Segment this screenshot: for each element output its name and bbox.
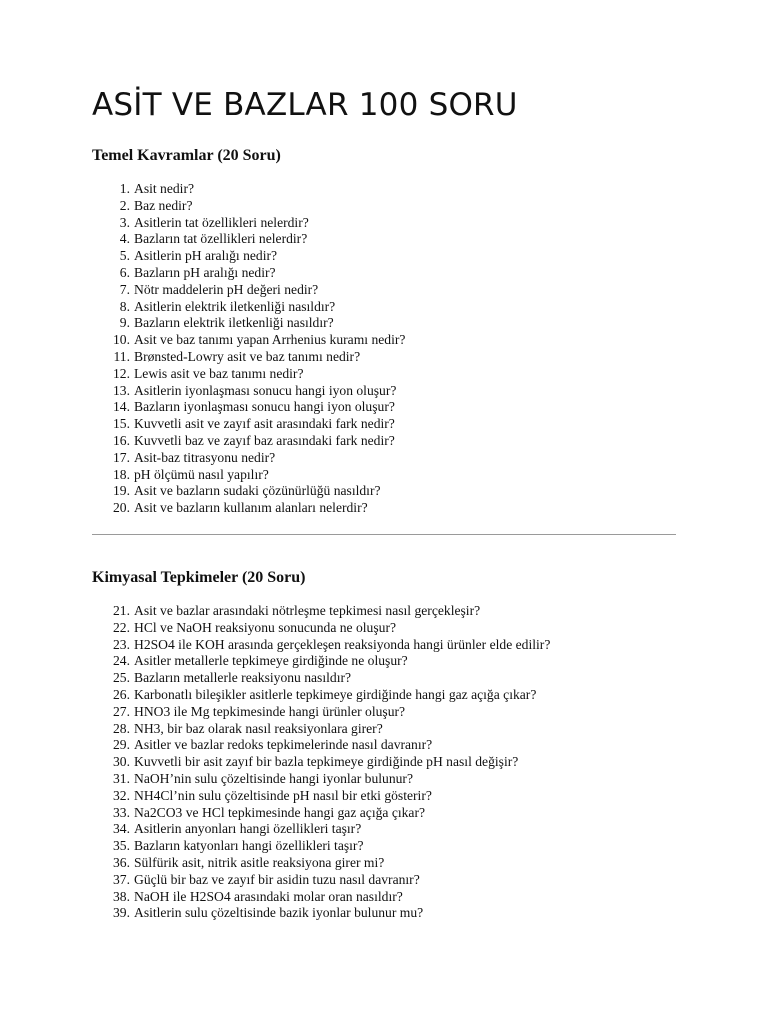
question-number: 27. — [113, 703, 130, 719]
question-number: 13. — [113, 382, 130, 398]
question-text: Karbonatlı bileşikler asitlerle tepkimeye girdiğinde hangi gaz açığa çıkar? — [134, 686, 537, 702]
question-text: Asitlerin iyonlaşması sonucu hangi iyon oluşur? — [134, 382, 397, 398]
question-number: 32. — [113, 787, 130, 803]
question-number: 30. — [113, 754, 130, 770]
section-heading-kimyasal-tepkimeler: Kimyasal Tepkimeler (20 Soru) — [92, 569, 306, 586]
question-text: Asitlerin pH aralığı nedir? — [134, 248, 278, 264]
question-text: Baz nedir? — [134, 197, 193, 213]
question-item — [92, 265, 405, 282]
question-item — [92, 450, 405, 467]
question-item — [92, 721, 550, 738]
question-item — [92, 788, 550, 805]
question-text: Asitlerin anyonları hangi özellikleri taşır? — [134, 821, 362, 837]
document-title: ASİT VE BAZLAR 100 SORU — [92, 87, 518, 123]
question-text: Asit-baz titrasyonu nedir? — [134, 449, 276, 465]
question-number: 24. — [113, 653, 130, 669]
question-text: Asitler metallerle tepkimeye girdiğinde ne oluşur? — [134, 653, 408, 669]
question-number: 36. — [113, 854, 130, 870]
question-text: Brønsted-Lowry asit ve baz tanımı nedir? — [134, 348, 361, 364]
question-number: 23. — [113, 636, 130, 652]
question-number: 6. — [119, 264, 130, 280]
question-number: 11. — [113, 348, 130, 364]
question-item — [92, 315, 405, 332]
question-text: Kuvvetli bir asit zayıf bir bazla tepkimeye girdiğinde pH nasıl değişir? — [134, 754, 519, 770]
question-item — [92, 754, 550, 771]
question-number: 34. — [113, 821, 130, 837]
question-number: 9. — [119, 315, 130, 331]
question-number: 20. — [113, 500, 130, 516]
question-item — [92, 433, 405, 450]
question-number: 37. — [113, 871, 130, 887]
question-number: 19. — [113, 483, 130, 499]
question-number: 22. — [113, 619, 130, 635]
question-text: Güçlü bir baz ve zayıf bir asidin tuzu nasıl davranır? — [134, 871, 420, 887]
question-text: Bazların metallerle reaksiyonu nasıldır? — [134, 670, 352, 686]
question-text: NaOH’nin sulu çözeltisinde hangi iyonlar bulunur? — [134, 770, 413, 786]
question-number: 39. — [113, 905, 130, 921]
question-number: 38. — [113, 888, 130, 904]
question-item — [92, 905, 550, 922]
question-text: HCl ve NaOH reaksiyonu sonucunda ne oluşur? — [134, 619, 396, 635]
question-text: NH3, bir baz olarak nasıl reaksiyonlara girer? — [134, 720, 383, 736]
question-number: 14. — [113, 399, 130, 415]
question-text: Asit ve bazlar arasındaki nötrleşme tepkimesi nasıl gerçekleşir? — [134, 603, 481, 618]
question-item — [92, 872, 550, 889]
question-item — [92, 332, 405, 349]
question-number: 33. — [113, 804, 130, 820]
question-text: HNO3 ile Mg tepkimesinde hangi ürünler oluşur? — [134, 703, 406, 719]
question-item — [92, 603, 550, 620]
question-number: 12. — [113, 365, 130, 381]
question-number: 28. — [113, 720, 130, 736]
question-number: 25. — [113, 670, 130, 686]
question-item — [92, 838, 550, 855]
question-text: Asit ve bazların sudaki çözünürlüğü nasıldır? — [134, 483, 381, 499]
question-text: Sülfürik asit, nitrik asitle reaksiyona girer mi? — [134, 854, 385, 870]
question-item — [92, 670, 550, 687]
question-number: 5. — [119, 248, 130, 264]
question-item — [92, 855, 550, 872]
question-number: 15. — [113, 416, 130, 432]
question-text: NaOH ile H2SO4 arasındaki molar oran nasıldır? — [134, 888, 403, 904]
question-item — [92, 215, 405, 232]
question-number: 26. — [113, 686, 130, 702]
question-list-temel-kavramlar — [92, 181, 405, 517]
section-heading-temel-kavramlar: Temel Kavramlar (20 Soru) — [92, 147, 281, 164]
question-item — [92, 483, 405, 500]
question-text: H2SO4 ile KOH arasında gerçekleşen reaksiyonda hangi ürünler elde edilir? — [134, 636, 551, 652]
question-item — [92, 889, 550, 906]
question-text: Asit ve baz tanımı yapan Arrhenius kuramı nedir? — [134, 332, 406, 348]
question-number: 10. — [113, 332, 130, 348]
question-item — [92, 383, 405, 400]
question-item — [92, 620, 550, 637]
question-number: 16. — [113, 432, 130, 448]
question-item — [92, 737, 550, 754]
question-item — [92, 637, 550, 654]
question-item — [92, 653, 550, 670]
question-text: Asitler ve bazlar redoks tepkimelerinde nasıl davranır? — [134, 737, 433, 753]
question-item — [92, 349, 405, 366]
question-number: 18. — [113, 466, 130, 482]
question-item — [92, 248, 405, 265]
question-text: Asit ve bazların kullanım alanları nelerdir? — [134, 500, 368, 516]
question-text: Bazların katyonları hangi özellikleri taşır? — [134, 838, 364, 854]
question-item — [92, 687, 550, 704]
question-text: Bazların pH aralığı nedir? — [134, 264, 276, 280]
question-text: Asitlerin elektrik iletkenliği nasıldır? — [134, 298, 336, 314]
question-item — [92, 198, 405, 215]
question-text: Kuvvetli asit ve zayıf asit arasındaki fark nedir? — [134, 416, 395, 432]
question-item — [92, 282, 405, 299]
question-item — [92, 704, 550, 721]
question-text: Asitlerin sulu çözeltisinde bazik iyonlar bulunur mu? — [134, 905, 424, 921]
section-divider — [92, 534, 676, 535]
question-number: 1. — [119, 181, 130, 196]
question-item — [92, 416, 405, 433]
question-number: 35. — [113, 838, 130, 854]
question-text: Nötr maddelerin pH değeri nedir? — [134, 281, 319, 297]
question-list-kimyasal-tepkimeler — [92, 603, 550, 922]
question-item — [92, 299, 405, 316]
question-number: 3. — [119, 214, 130, 230]
question-number: 2. — [119, 197, 130, 213]
question-number: 31. — [113, 770, 130, 786]
question-item — [92, 805, 550, 822]
question-text: Bazların iyonlaşması sonucu hangi iyon oluşur? — [134, 399, 395, 415]
question-number: 17. — [113, 449, 130, 465]
question-item — [92, 500, 405, 517]
question-text: Lewis asit ve baz tanımı nedir? — [134, 365, 304, 381]
question-item — [92, 231, 405, 248]
question-number: 4. — [119, 231, 130, 247]
question-item — [92, 467, 405, 484]
question-text: NH4Cl’nin sulu çözeltisinde pH nasıl bir etki gösterir? — [134, 787, 432, 803]
question-number: 7. — [119, 281, 130, 297]
question-number: 8. — [119, 298, 130, 314]
question-number: 29. — [113, 737, 130, 753]
question-item — [92, 771, 550, 788]
question-text: Bazların elektrik iletkenliği nasıldır? — [134, 315, 334, 331]
question-text: Na2CO3 ve HCl tepkimesinde hangi gaz açığa çıkar? — [134, 804, 426, 820]
question-text: Kuvvetli baz ve zayıf baz arasındaki fark nedir? — [134, 432, 395, 448]
question-text: pH ölçümü nasıl yapılır? — [134, 466, 269, 482]
question-text: Asit nedir? — [134, 181, 195, 196]
question-text: Asitlerin tat özellikleri nelerdir? — [134, 214, 309, 230]
question-item — [92, 366, 405, 383]
question-item — [92, 181, 405, 198]
question-item — [92, 399, 405, 416]
question-item — [92, 821, 550, 838]
question-number: 21. — [113, 603, 130, 618]
question-text: Bazların tat özellikleri nelerdir? — [134, 231, 308, 247]
